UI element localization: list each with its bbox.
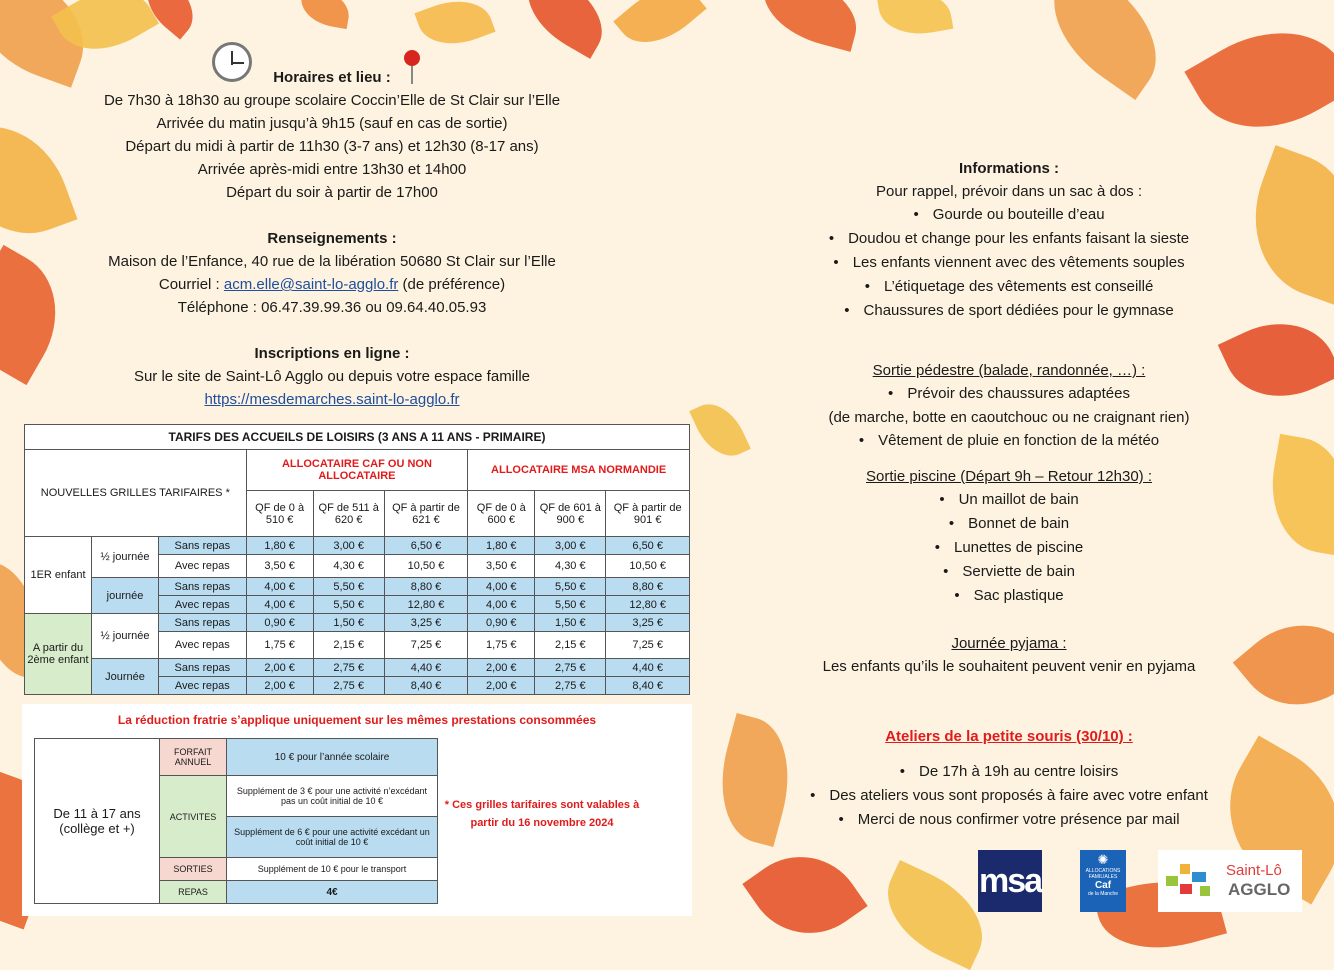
list-item: • Sac plastique bbox=[780, 584, 1238, 608]
forfait-value: 10 € pour l’année scolaire bbox=[227, 739, 438, 776]
price-cell: 2,00 € bbox=[246, 659, 313, 677]
piscine-list bbox=[780, 488, 1238, 608]
piscine-title: Sortie piscine (Départ 9h – Retour 12h30) : bbox=[866, 468, 1152, 485]
ados-section bbox=[22, 704, 692, 916]
pedestre-list-2 bbox=[780, 429, 1238, 453]
price-cell: 2,00 € bbox=[468, 659, 535, 677]
activite-supplement: Supplément de 3 € pour une activité n’excédant pas un coût initial de 10 € bbox=[227, 776, 438, 817]
price-cell: 1,80 € bbox=[246, 537, 313, 555]
price-cell: 3,50 € bbox=[246, 555, 313, 578]
informations-list bbox=[780, 203, 1238, 323]
agglo-line1: Saint-Lô bbox=[1226, 862, 1282, 879]
horaires-line: Départ du midi à partir de 11h30 (3-7 ans) et 12h30 (8-17 ans) bbox=[125, 138, 539, 155]
renseignements-address: Maison de l’Enfance, 40 rue de la libération 50680 St Clair sur l’Elle bbox=[108, 253, 556, 270]
agglo-line2: AGGLO bbox=[1228, 880, 1291, 899]
price-cell: 6,50 € bbox=[384, 537, 468, 555]
price-cell: 3,50 € bbox=[468, 555, 535, 578]
saint-lo-agglo-logo bbox=[1158, 850, 1302, 912]
fratrie-note: La réduction fratrie s’applique uniquement sur les mêmes prestations consommées bbox=[117, 713, 597, 727]
courriel-suffix: (de préférence) bbox=[398, 276, 506, 293]
horaires-line: Arrivée du matin jusqu’à 9h15 (sauf en cas de sortie) bbox=[156, 115, 508, 132]
qf-header: QF à partir de 621 € bbox=[384, 491, 468, 537]
list-item: • Prévoir des chaussures adaptées bbox=[780, 382, 1238, 406]
caf-line2: Caf bbox=[1094, 880, 1112, 891]
price-cell: 0,90 € bbox=[246, 614, 313, 632]
list-item: • Serviette de bain bbox=[780, 560, 1238, 584]
agglo-mark-icon bbox=[1166, 862, 1220, 900]
list-item: • De 17h à 19h au centre loisirs bbox=[780, 760, 1238, 784]
price-cell: 8,80 € bbox=[606, 578, 690, 596]
price-cell: 2,00 € bbox=[468, 677, 535, 695]
enfant-label: 1ER enfant bbox=[25, 537, 92, 614]
price-cell: 4,00 € bbox=[246, 596, 313, 614]
forfait-label: FORFAIT ANNUEL bbox=[160, 739, 227, 776]
list-item: • Gourde ou bouteille d’eau bbox=[780, 203, 1238, 227]
telephone-line: Téléphone : 06.47.39.99.36 ou 09.64.40.05.93 bbox=[177, 299, 487, 316]
msa-logo bbox=[978, 850, 1042, 912]
pedestre-title: Sortie pédestre (balade, randonnée, …) : bbox=[872, 362, 1146, 379]
demi-journee-label: ½ journée bbox=[92, 537, 159, 578]
sans-repas-label: Sans repas bbox=[159, 659, 247, 677]
avec-repas-label: Avec repas bbox=[159, 555, 247, 578]
sans-repas-label: Sans repas bbox=[159, 578, 247, 596]
demi-journee-label: ½ journée bbox=[92, 614, 159, 659]
price-cell: 3,00 € bbox=[535, 537, 606, 555]
price-cell: 1,75 € bbox=[246, 632, 313, 659]
price-cell: 8,80 € bbox=[384, 578, 468, 596]
price-cell: 2,15 € bbox=[535, 632, 606, 659]
sans-repas-label: Sans repas bbox=[159, 537, 247, 555]
price-cell: 12,80 € bbox=[384, 596, 468, 614]
price-cell: 10,50 € bbox=[606, 555, 690, 578]
sans-repas-label: Sans repas bbox=[159, 614, 247, 632]
qf-header: QF de 601 à 900 € bbox=[535, 491, 606, 537]
qf-header: QF de 511 à 620 € bbox=[313, 491, 384, 537]
inscriptions-title: Inscriptions en ligne : bbox=[254, 345, 410, 362]
list-item: • Chaussures de sport dédiées pour le gymnase bbox=[780, 299, 1238, 323]
caf-header: ALLOCATAIRE CAF OU NON ALLOCATAIRE bbox=[246, 450, 468, 491]
price-cell: 1,50 € bbox=[313, 614, 384, 632]
ateliers-title: Ateliers de la petite souris (30/10) : bbox=[885, 728, 1133, 745]
price-cell: 2,75 € bbox=[313, 659, 384, 677]
price-cell: 5,50 € bbox=[313, 596, 384, 614]
msa-header: ALLOCATAIRE MSA NORMANDIE bbox=[468, 450, 690, 491]
horaires-line: De 7h30 à 18h30 au groupe scolaire Coccin’Elle de St Clair sur l’Elle bbox=[103, 92, 561, 109]
horaires-title: Horaires et lieu : bbox=[273, 69, 391, 86]
price-cell: 2,75 € bbox=[535, 677, 606, 695]
list-item: • Doudou et change pour les enfants faisant la sieste bbox=[780, 227, 1238, 251]
price-cell: 4,30 € bbox=[313, 555, 384, 578]
activite-supplement: Supplément de 6 € pour une activité excédant un coût initial de 10 € bbox=[227, 817, 438, 858]
list-item: • Un maillot de bain bbox=[780, 488, 1238, 512]
price-cell: 4,40 € bbox=[384, 659, 468, 677]
caf-logo: ✺ ALLOCATIONS FAMILIALES Caf de la Manche bbox=[1080, 850, 1126, 912]
price-cell: 6,50 € bbox=[606, 537, 690, 555]
horaires-line: Départ du soir à partir de 17h00 bbox=[226, 184, 438, 201]
price-cell: 1,80 € bbox=[468, 537, 535, 555]
renseignements-title: Renseignements : bbox=[267, 230, 397, 247]
price-cell: 5,50 € bbox=[535, 596, 606, 614]
inscriptions-link[interactable]: https://mesdemarches.saint-lo-agglo.fr bbox=[204, 391, 460, 408]
price-cell: 8,40 € bbox=[606, 677, 690, 695]
price-cell: 3,00 € bbox=[313, 537, 384, 555]
caf-line3: de la Manche bbox=[1087, 891, 1119, 897]
list-item: • Vêtement de pluie en fonction de la météo bbox=[780, 429, 1238, 453]
price-cell: 4,40 € bbox=[606, 659, 690, 677]
price-cell: 1,75 € bbox=[468, 632, 535, 659]
price-cell: 7,25 € bbox=[606, 632, 690, 659]
tarifs-table bbox=[24, 424, 690, 695]
price-cell: 2,75 € bbox=[535, 659, 606, 677]
courriel-line bbox=[60, 273, 604, 296]
price-cell: 3,25 € bbox=[606, 614, 690, 632]
qf-header: QF à partir de 901 € bbox=[606, 491, 690, 537]
price-cell: 4,00 € bbox=[468, 578, 535, 596]
list-item: • Merci de nous confirmer votre présence par mail bbox=[780, 808, 1238, 832]
price-cell: 12,80 € bbox=[606, 596, 690, 614]
validity-note: * Ces grilles tarifaires sont valables à partir du 16 novembre 2024 bbox=[444, 799, 640, 829]
grille-label: NOUVELLES GRILLES TARIFAIRES * bbox=[25, 450, 247, 537]
price-cell: 2,75 € bbox=[313, 677, 384, 695]
qf-header: QF de 0 à 510 € bbox=[246, 491, 313, 537]
price-cell: 4,00 € bbox=[246, 578, 313, 596]
journee-label: journée bbox=[92, 578, 159, 614]
list-item: • L’étiquetage des vêtements est conseillé bbox=[780, 275, 1238, 299]
price-cell: 2,00 € bbox=[246, 677, 313, 695]
qf-header: QF de 0 à 600 € bbox=[468, 491, 535, 537]
ateliers-list bbox=[780, 760, 1238, 832]
ados-age-label: De 11 à 17 ans (collège et +) bbox=[35, 739, 160, 904]
price-cell: 1,50 € bbox=[535, 614, 606, 632]
caf-line1: ALLOCATIONS FAMILIALES bbox=[1085, 868, 1121, 880]
email-link[interactable]: acm.elle@saint-lo-agglo.fr bbox=[223, 276, 399, 293]
price-cell: 7,25 € bbox=[384, 632, 468, 659]
price-cell: 8,40 € bbox=[384, 677, 468, 695]
informations-title: Informations : bbox=[959, 160, 1059, 177]
price-cell: 5,50 € bbox=[535, 578, 606, 596]
avec-repas-label: Avec repas bbox=[159, 632, 247, 659]
avec-repas-label: Avec repas bbox=[159, 596, 247, 614]
avec-repas-label: Avec repas bbox=[159, 677, 247, 695]
tarifs-title: TARIFS DES ACCUEILS DE LOISIRS (3 ANS A 11 ANS - PRIMAIRE) bbox=[25, 425, 690, 450]
repas-value: 4€ bbox=[227, 881, 438, 904]
repas-label: REPAS bbox=[160, 881, 227, 904]
sorties-value: Supplément de 10 € pour le transport bbox=[227, 858, 438, 881]
list-item: • Lunettes de piscine bbox=[780, 536, 1238, 560]
pedestre-list bbox=[780, 382, 1238, 406]
msa-logo-text: msa bbox=[978, 862, 1042, 900]
price-cell: 10,50 € bbox=[384, 555, 468, 578]
sorties-label: SORTIES bbox=[160, 858, 227, 881]
price-cell: 2,15 € bbox=[313, 632, 384, 659]
pyjama-text: Les enfants qu’ils le souhaitent peuvent venir en pyjama bbox=[822, 658, 1196, 675]
pedestre-note: (de marche, botte en caoutchouc ou ne craignant rien) bbox=[828, 409, 1190, 426]
horaires-line: Arrivée après-midi entre 13h30 et 14h00 bbox=[197, 161, 467, 178]
price-cell: 5,50 € bbox=[313, 578, 384, 596]
inscriptions-line: Sur le site de Saint-Lô Agglo ou depuis votre espace famille bbox=[133, 368, 531, 385]
list-item: • Des ateliers vous sont proposés à faire avec votre enfant bbox=[780, 784, 1238, 808]
enfant-label: A partir du 2ème enfant bbox=[25, 614, 92, 695]
list-item: • Les enfants viennent avec des vêtements souples bbox=[780, 251, 1238, 275]
activites-label: ACTIVITES bbox=[160, 776, 227, 858]
list-item: • Bonnet de bain bbox=[780, 512, 1238, 536]
price-cell: 4,00 € bbox=[468, 596, 535, 614]
price-cell: 4,30 € bbox=[535, 555, 606, 578]
pyjama-title: Journée pyjama : bbox=[951, 635, 1067, 652]
price-cell: 0,90 € bbox=[468, 614, 535, 632]
price-cell: 3,25 € bbox=[384, 614, 468, 632]
informations-intro: Pour rappel, prévoir dans un sac à dos : bbox=[876, 183, 1142, 200]
journee-label: Journée bbox=[92, 659, 159, 695]
courriel-label: Courriel : bbox=[158, 276, 224, 293]
